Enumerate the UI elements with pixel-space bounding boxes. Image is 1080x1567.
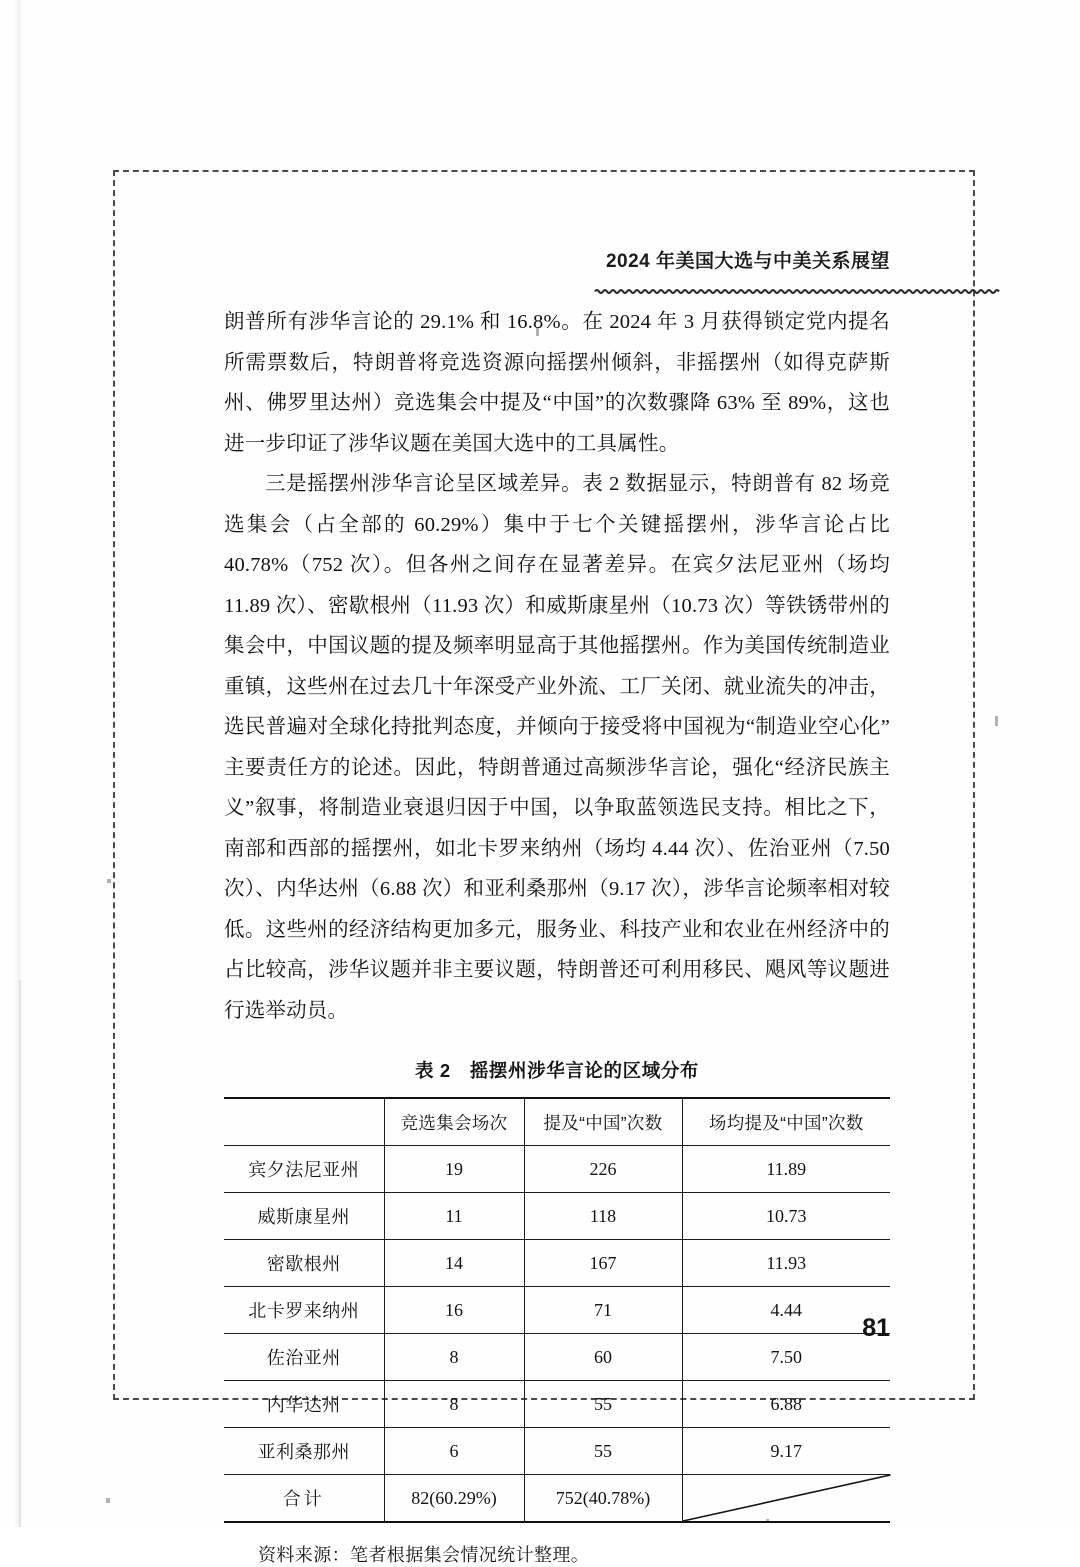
body-paragraph-regional-variation: 三是摇摆州涉华言论呈区域差异。表 2 数据显示，特朗普有 82 场竞选集会（占全部的 60.29%）集中于七个关键摇摆州，涉华言论占比 40.78%（752 次）。但各州之间存在显著差异。在宾夕法尼亚州（场均 11.89 次）、密歇根州（11.93 次）和威斯康星州（10.73 次）等铁锈带州的集会中，中国议题的提及频率明显高于其他摇摆州。作为美国传统制造业重镇，这些州在过去几十年深受产业外流、工厂关闭、就业流失的冲击，选民普遍对全球化持批判态度，并倾向于接受将中国视为“制造业空心化”主要责任方的论述。因此，特朗普通过高频涉华言论，强化“经济民族主义”叙事，将制造业衰退归因于中国，以争取蓝领选民支持。相比之下，南部和西部的摇摆州，如北卡罗来纳州（场均 4.44 次）、佐治亚州（7.50 次）、内华达州（6.88 次）和亚利桑那州（9.17 次），涉华言论频率相对较低。这些州的经济结构更加多元，服务业、科技产业和农业在州经济中的占比较高，涉华议题并非主要议题，特朗普还可利用移民、飓风等议题进行选举动员。 bbox=[224, 473, 890, 1022]
table-row bbox=[224, 1428, 890, 1475]
cell-state: 佐治亚州 bbox=[224, 1334, 384, 1381]
cell-rallies: 8 bbox=[384, 1334, 524, 1381]
scan-speck bbox=[107, 879, 111, 883]
table-total-row bbox=[224, 1475, 890, 1523]
spacer bbox=[224, 1031, 890, 1057]
running-head bbox=[224, 246, 890, 302]
cell-average: 7.50 bbox=[682, 1334, 890, 1381]
column-header-rallies: 竞选集会场次 bbox=[384, 1098, 524, 1146]
running-head-title: 2024 年美国大选与中美关系展望 bbox=[605, 251, 890, 272]
column-header-state bbox=[224, 1098, 384, 1146]
cell-rallies: 6 bbox=[384, 1428, 524, 1475]
table-row bbox=[224, 1146, 890, 1193]
table-row bbox=[224, 1287, 890, 1334]
column-header-mentions: 提及“中国”次数 bbox=[524, 1098, 682, 1146]
cell-total-mentions: 752(40.78%) bbox=[524, 1475, 682, 1523]
cell-rallies: 16 bbox=[384, 1287, 524, 1334]
scan-artifact-streak bbox=[14, 0, 22, 1527]
running-head-rule bbox=[595, 288, 1000, 295]
body-paragraph-continued: 朗普所有涉华言论的 29.1% 和 16.8%。在 2024 年 3 月获得锁定党内提名所需票数后，特朗普将竞选资源向摇摆州倾斜，非摇摆州（如得克萨斯州、佛罗里达州）竞选集会中提及“中国”的次数骤降 63% 至 89%，这也进一步印证了涉华议题在美国大选中的工具属性。 bbox=[224, 311, 890, 455]
page-content bbox=[224, 246, 890, 1567]
swing-state-rhetoric-table bbox=[224, 1097, 890, 1523]
table-caption: 表 2 摇摆州涉华言论的区域分布 bbox=[414, 1060, 700, 1081]
page-number: 81 bbox=[862, 1314, 890, 1342]
cell-mentions: 55 bbox=[524, 1381, 682, 1428]
cell-mentions: 167 bbox=[524, 1240, 682, 1287]
table-row bbox=[224, 1240, 890, 1287]
cell-rallies: 19 bbox=[384, 1146, 524, 1193]
cell-average: 6.88 bbox=[682, 1381, 890, 1428]
table-header-row bbox=[224, 1098, 890, 1146]
cell-state: 亚利桑那州 bbox=[224, 1428, 384, 1475]
table-row bbox=[224, 1334, 890, 1381]
cell-state: 威斯康星州 bbox=[224, 1193, 384, 1240]
table-row bbox=[224, 1193, 890, 1240]
table-row bbox=[224, 1381, 890, 1428]
scan-speck bbox=[995, 716, 998, 726]
cell-mentions: 71 bbox=[524, 1287, 682, 1334]
cell-average: 10.73 bbox=[682, 1193, 890, 1240]
cell-total-label: 合计 bbox=[224, 1475, 384, 1523]
cell-total-rallies: 82(60.29%) bbox=[384, 1475, 524, 1523]
cell-average: 11.93 bbox=[682, 1240, 890, 1287]
cell-average: 9.17 bbox=[682, 1428, 890, 1475]
cell-mentions: 60 bbox=[524, 1334, 682, 1381]
cell-total-average-not-applicable bbox=[682, 1475, 890, 1523]
cell-rallies: 14 bbox=[384, 1240, 524, 1287]
cell-state: 北卡罗来纳州 bbox=[224, 1287, 384, 1334]
cell-average: 11.89 bbox=[682, 1146, 890, 1193]
table-source-note: 资料来源：笔者根据集会情况统计整理。 bbox=[258, 1545, 590, 1565]
cell-mentions: 226 bbox=[524, 1146, 682, 1193]
cell-state: 密歇根州 bbox=[224, 1240, 384, 1287]
cell-mentions: 55 bbox=[524, 1428, 682, 1475]
cell-rallies: 11 bbox=[384, 1193, 524, 1240]
cell-average: 4.44 bbox=[682, 1287, 890, 1334]
scan-artifact-streak-lower bbox=[19, 980, 21, 1527]
cell-state: 宾夕法尼亚州 bbox=[224, 1146, 384, 1193]
scan-speck bbox=[106, 1498, 110, 1503]
cell-mentions: 118 bbox=[524, 1193, 682, 1240]
column-header-average: 场均提及“中国”次数 bbox=[682, 1098, 890, 1146]
cell-state: 内华达州 bbox=[224, 1381, 384, 1428]
cell-rallies: 8 bbox=[384, 1381, 524, 1428]
